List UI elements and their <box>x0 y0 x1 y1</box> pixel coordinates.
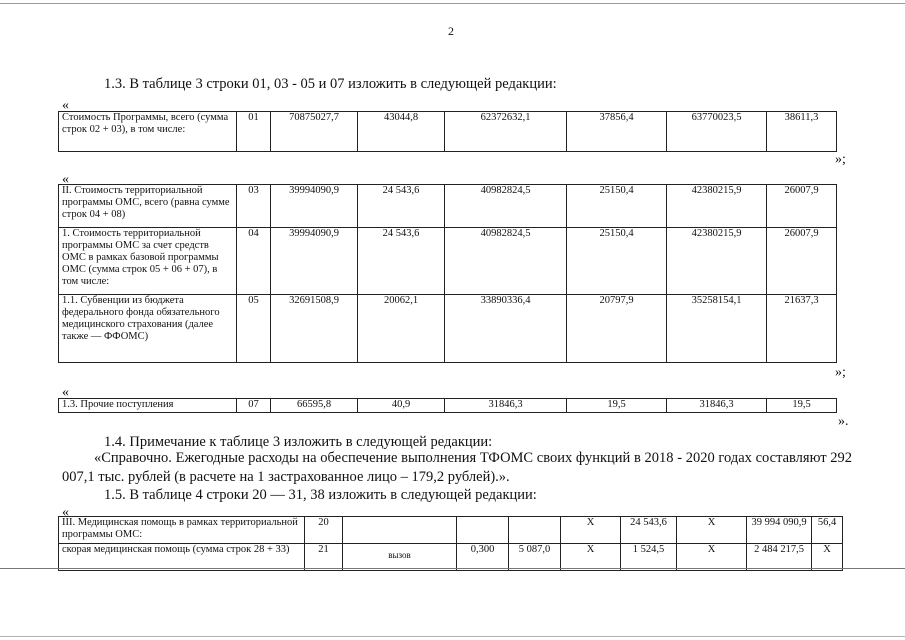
row-code: 05 <box>237 295 271 363</box>
open-quote-a: « <box>62 98 69 113</box>
section-1-3-heading: 1.3. В таблице 3 строки 01, 03 - 05 и 07 изложить в следующей редакции: <box>104 76 557 92</box>
cell-value: 20062,1 <box>358 295 445 363</box>
cell-value <box>457 517 509 544</box>
scan-edge-bottom <box>0 636 905 637</box>
cell-value: 25150,4 <box>567 228 667 295</box>
table-row <box>59 544 843 571</box>
row-code: 03 <box>237 185 271 228</box>
cell-value: 26007,9 <box>767 185 837 228</box>
cell-value: 62372632,1 <box>445 112 567 152</box>
cell-value: 26007,9 <box>767 228 837 295</box>
cell-value: 24 543,6 <box>358 228 445 295</box>
table-row <box>59 228 837 295</box>
row-code: 04 <box>237 228 271 295</box>
cell-value: 38611,3 <box>767 112 837 152</box>
row-unit: вызов <box>343 544 457 571</box>
cell-value: X <box>561 544 621 571</box>
page-number: 2 <box>448 24 454 38</box>
cell-value: 32691508,9 <box>271 295 358 363</box>
cell-value: 20797,9 <box>567 295 667 363</box>
cell-value: 37856,4 <box>567 112 667 152</box>
open-quote-d: « <box>62 505 69 520</box>
scan-edge-line <box>0 568 905 569</box>
cell-value: 19,5 <box>767 399 837 413</box>
table-3-rows-03-05 <box>58 184 837 363</box>
close-quote-c: ». <box>838 414 849 429</box>
cell-value: 5 087,0 <box>509 544 561 571</box>
row-label: III. Медицинская помощь в рамках территориальной программы ОМС: <box>59 517 305 544</box>
cell-value: 63770023,5 <box>667 112 767 152</box>
table-row <box>59 112 837 152</box>
cell-value: 42380215,9 <box>667 185 767 228</box>
cell-value: 31846,3 <box>667 399 767 413</box>
cell-value: 35258154,1 <box>667 295 767 363</box>
cell-value: 1 524,5 <box>621 544 677 571</box>
cell-value: 19,5 <box>567 399 667 413</box>
cell-value: 39 994 090,9 <box>747 517 812 544</box>
section-1-4-heading: 1.4. Примечание к таблице 3 изложить в следующей редакции: <box>104 434 493 450</box>
cell-value: 40982824,5 <box>445 228 567 295</box>
cell-value: 42380215,9 <box>667 228 767 295</box>
cell-value: 33890336,4 <box>445 295 567 363</box>
cell-value <box>509 517 561 544</box>
table-3-row-01 <box>58 111 837 152</box>
row-code: 20 <box>305 517 343 544</box>
row-code: 07 <box>237 399 271 413</box>
row-unit <box>343 517 457 544</box>
cell-value: 24 543,6 <box>358 185 445 228</box>
close-quote-a: »; <box>835 152 846 167</box>
close-quote-b: »; <box>835 365 846 380</box>
row-label: Стоимость Программы, всего (сумма строк 02 + 03), в том числе: <box>59 112 237 152</box>
row-label: скорая медицинская помощь (сумма строк 28 + 33) <box>59 544 305 571</box>
cell-value: X <box>677 544 747 571</box>
cell-value: 70875027,7 <box>271 112 358 152</box>
table-row <box>59 295 837 363</box>
cell-value: 39994090,9 <box>271 185 358 228</box>
cell-value: X <box>561 517 621 544</box>
open-quote-b: « <box>62 172 69 187</box>
cell-value: 56,4 <box>812 517 843 544</box>
table-3-row-07 <box>58 398 837 413</box>
table-row <box>59 185 837 228</box>
cell-value: 39994090,9 <box>271 228 358 295</box>
section-1-4-text: «Справочно. Ежегодные расходы на обеспечение выполнения ТФОМС своих функций в 2018 - 2020 годах составляют 292 007,1 тыс. рублей (в расчете на 1 застрахованное лицо – 179,2 рублей).». <box>62 450 852 485</box>
cell-value: 66595,8 <box>271 399 358 413</box>
row-code: 01 <box>237 112 271 152</box>
row-label: 1. Стоимость территориальной программы ОМС за счет средств ОМС в рамках базовой программы ОМС (сумма строк 05 + 06 + 07), в том числе: <box>59 228 237 295</box>
section-1-5-heading: 1.5. В таблице 4 строки 20 — 31, 38 изложить в следующей редакции: <box>104 487 537 503</box>
row-label: 1.1. Субвенции из бюджета федерального фонда обязательного медицинского страхования (далее также — ФФОМС) <box>59 295 237 363</box>
cell-value: 40982824,5 <box>445 185 567 228</box>
cell-value: 43044,8 <box>358 112 445 152</box>
row-label: 1.3. Прочие поступления <box>59 399 237 413</box>
cell-value: 2 484 217,5 <box>747 544 812 571</box>
cell-value: 25150,4 <box>567 185 667 228</box>
cell-value: 0,300 <box>457 544 509 571</box>
cell-value: 40,9 <box>358 399 445 413</box>
cell-value: 21637,3 <box>767 295 837 363</box>
row-label: II. Стоимость территориальной программы ОМС, всего (равна сумме строк 04 + 08) <box>59 185 237 228</box>
table-row <box>59 399 837 413</box>
table-4-rows <box>58 516 843 571</box>
cell-value: X <box>677 517 747 544</box>
cell-value: 31846,3 <box>445 399 567 413</box>
scan-edge-top <box>0 3 905 4</box>
cell-value: 24 543,6 <box>621 517 677 544</box>
open-quote-c: « <box>62 385 69 400</box>
row-code: 21 <box>305 544 343 571</box>
table-row <box>59 517 843 544</box>
cell-value: X <box>812 544 843 571</box>
